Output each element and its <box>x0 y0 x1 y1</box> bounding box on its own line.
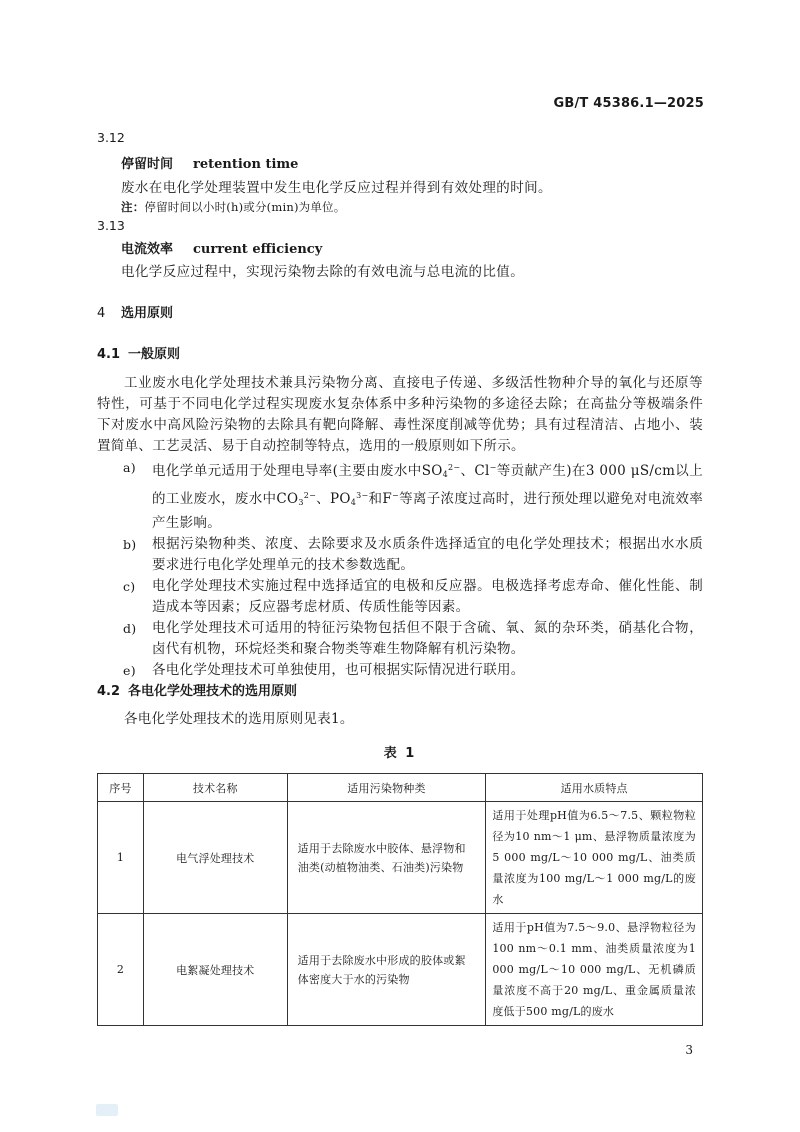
table-header-cell: 适用水质特点 <box>486 774 703 802</box>
table-cell-pollutants: 适用于去除废水中形成的胶体或絮体密度大于水的污染物 <box>287 914 486 1026</box>
selection-table <box>97 773 703 1026</box>
list-text: 根据污染物种类、浓度、去除要求及水质条件选择适宜的电化学处理技术；根据出水水质要求进行电化学处理单元的技术参数选配。 <box>152 536 703 573</box>
list-marker: a) <box>123 460 136 475</box>
list-text: 电化学处理技术实施过程中选择适宜的电极和反应器。电极选择考虑寿命、催化性能、制造成本等因素；反应器考虑材质、传质性能等因素。 <box>152 578 703 615</box>
table-cell-name: 电气浮处理技术 <box>143 802 287 914</box>
table-cell-pollutants: 适用于去除废水中胶体、悬浮物和油类(动植物油类、石油类)污染物 <box>287 802 486 914</box>
subsection-number: 4.1 <box>97 347 121 362</box>
table-header-cell: 技术名称 <box>143 774 287 802</box>
list-marker: d) <box>123 621 137 636</box>
section-heading <box>97 302 173 321</box>
table-cell-no: 1 <box>98 802 144 914</box>
table-cell-no: 2 <box>98 914 144 1026</box>
term-title-en: retention time <box>193 157 299 172</box>
term-note <box>121 199 345 215</box>
section-number: 4 <box>97 306 106 321</box>
table-cell-name: 电絮凝处理技术 <box>143 914 287 1026</box>
term-number: 3.13 <box>97 218 125 233</box>
term-title-cn: 停留时间 <box>121 157 174 172</box>
term-definition: 电化学反应过程中，实现污染物去除的有效电流与总电流的比值。 <box>121 264 525 280</box>
list-text: 电化学单元适用于处理电导率(主要由废水中$SO_4^{2-}$、Cl−等贡献产生)在3 000 μS/cm以上的工业废水，废水中$CO_3^{2-}$、$PO_4^{3-}$和F−等离子浓度过高时，进行预处理以避免对电流效率产生影响。 <box>152 463 703 531</box>
list-item <box>97 457 703 534</box>
table-caption: 表 1 <box>383 746 417 761</box>
table-header-row <box>98 774 703 802</box>
table-cell-water: 适用于处理pH值为6.5～7.5、颗粒物粒径为10 nm～1 μm、悬浮物质量浓度为5 000 mg/L～10 000 mg/L、油类质量浓度为100 mg/L～1 000 mg/L的废水 <box>486 802 703 914</box>
term-definition: 废水在电化学处理装置中发生电化学反应过程并得到有效处理的时间。 <box>121 180 552 196</box>
list-text: 电化学处理技术可适用的特征污染物包括但不限于含硫、氧、氮的杂环类，硝基化合物，卤代有机物，环烷烃类和聚合物类等难生物降解有机污染物。 <box>152 620 703 657</box>
principle-list <box>97 457 703 681</box>
list-text: 各电化学处理技术可单独使用，也可根据实际情况进行联用。 <box>152 662 525 678</box>
note-prefix: 注： <box>121 200 145 214</box>
list-item <box>97 660 703 681</box>
subsection-number: 4.2 <box>97 684 121 699</box>
standard-code: GB/T 45386.1—2025 <box>553 96 704 111</box>
list-item <box>97 534 703 576</box>
term-title <box>121 153 298 172</box>
term-title-en: current efficiency <box>193 242 323 257</box>
list-item <box>97 576 703 618</box>
paragraph: 工业废水电化学处理技术兼具污染物分离、直接电子传递、多级活性物种介导的氧化与还原等特性，可基于不同电化学过程实现废水复杂体系中多种污染物的多途径去除；在高盐分等极端条件下对废水中高风险污染物的去除具有靶向降解、毒性深度削减等优势；具有过程清洁、占地小、装置简单、工艺灵活、易于自动控制等特点，选用的一般原则如下所示。 <box>97 375 703 454</box>
subsection-heading <box>97 680 297 699</box>
list-marker: b) <box>123 537 137 552</box>
list-marker: c) <box>123 579 136 594</box>
table-row <box>98 802 703 914</box>
table-row <box>98 914 703 1026</box>
note-text: 停留时间以小时(h)或分(min)为单位。 <box>144 200 346 214</box>
table-header-cell: 适用污染物种类 <box>287 774 486 802</box>
paragraph: 各电化学处理技术的选用原则见表1。 <box>124 711 354 727</box>
page-number: 3 <box>685 1043 693 1057</box>
table-cell-water: 适用于pH值为7.5～9.0、悬浮物粒径为100 nm～0.1 mm、油类质量浓度为1 000 mg/L～10 000 mg/L、无机磷质量浓度不高于20 mg/L、重金属质量浓度低于500 mg/L的废水 <box>486 914 703 1026</box>
list-marker: e) <box>123 663 136 678</box>
term-number: 3.12 <box>97 130 125 145</box>
subsection-heading <box>97 343 180 362</box>
subsection-title: 一般原则 <box>128 347 181 362</box>
term-title-cn: 电流效率 <box>121 242 174 257</box>
subsection-title: 各电化学处理技术的选用原则 <box>128 684 298 699</box>
section-title: 选用原则 <box>121 306 174 321</box>
watermark-logo-icon <box>96 1104 118 1116</box>
term-title <box>121 238 322 257</box>
table-header-cell: 序号 <box>98 774 144 802</box>
list-item <box>97 618 703 660</box>
